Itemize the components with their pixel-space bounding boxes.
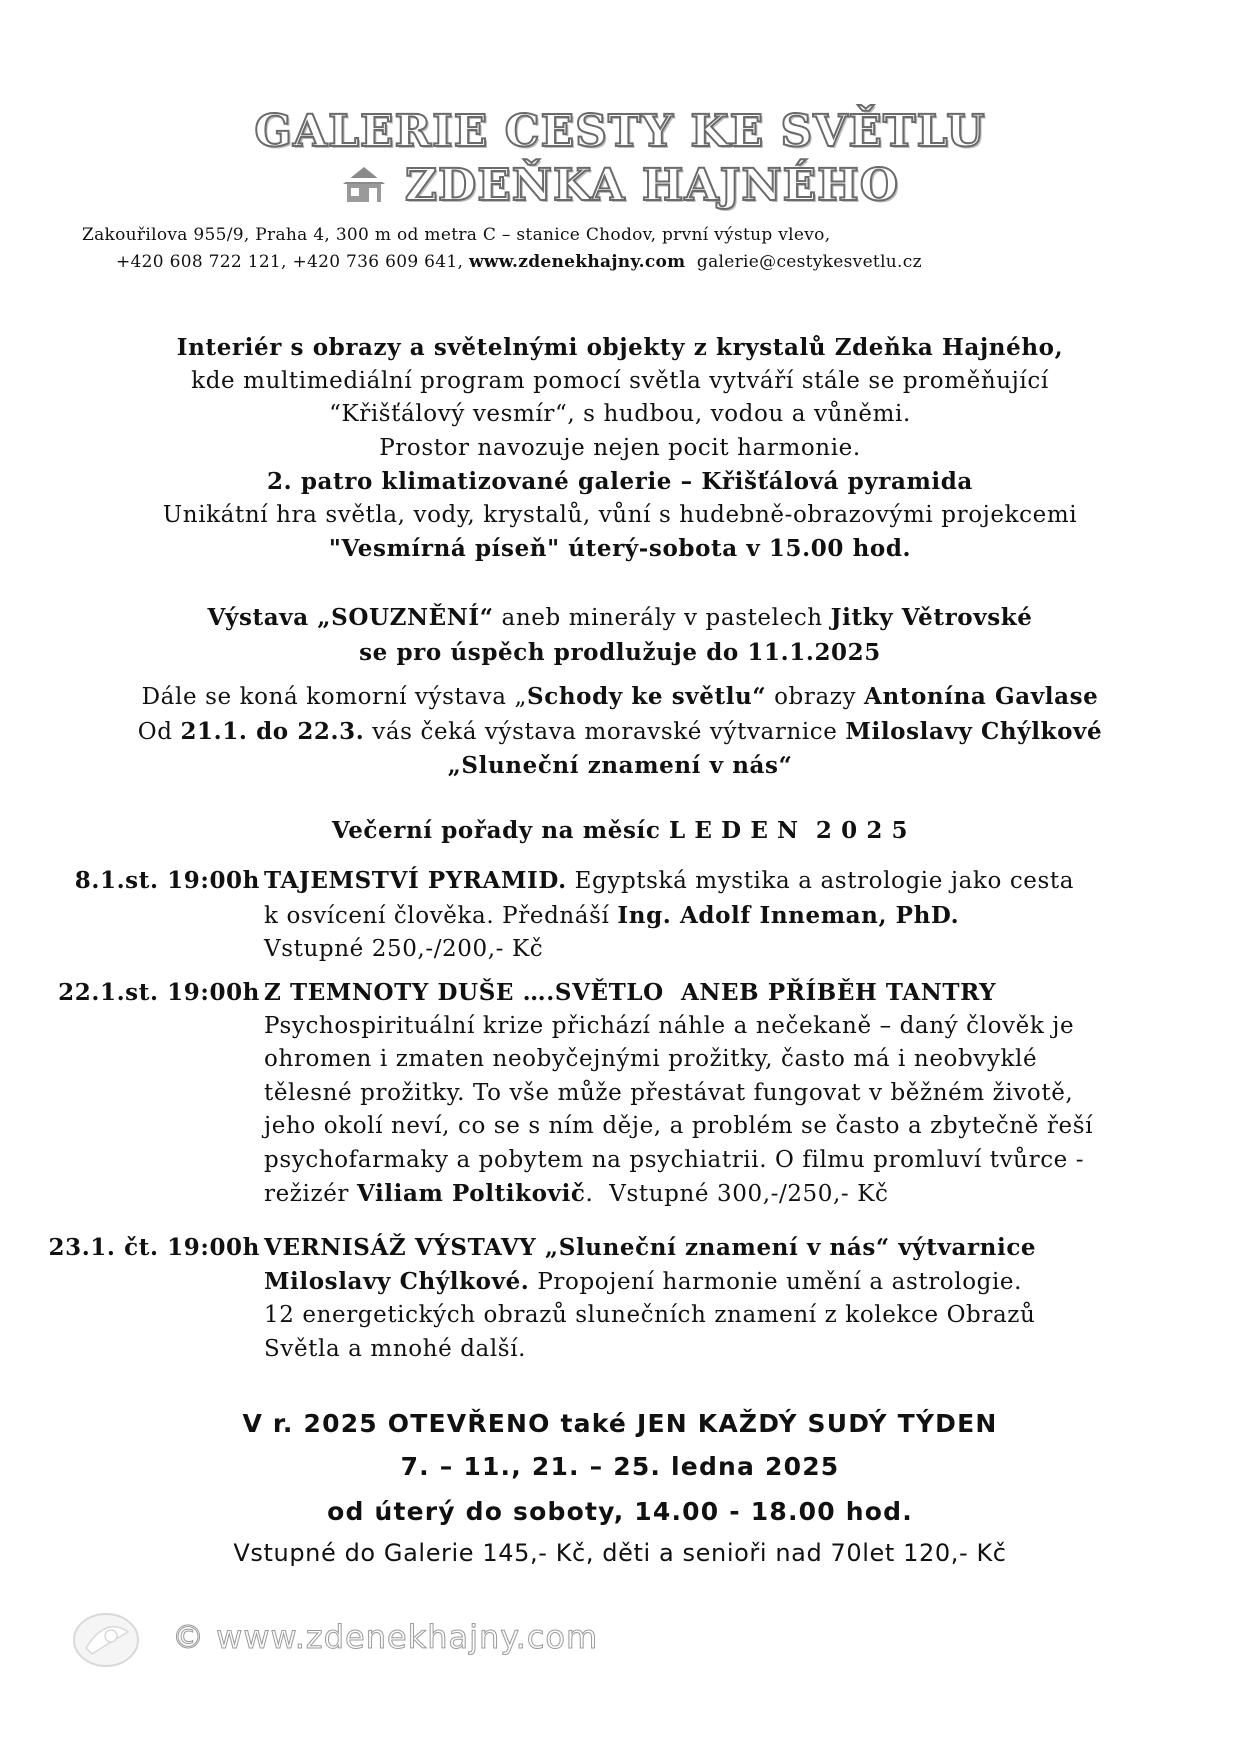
gallery-title-line1 <box>0 106 1240 157</box>
event-body <box>264 1231 1204 1366</box>
event-line: jeho okolí neví, co se s ním děje, a problém se často a zbytečně řeší <box>264 1113 1094 1139</box>
event-artist: Miloslavy Chýlkové. <box>264 1267 530 1295</box>
event-date: 23.1. čt. 19:00h <box>48 1234 260 1261</box>
event-text: k osvícení člověka. Přednáší <box>264 902 618 929</box>
exhibition-artist: Jitky Větrovské <box>830 604 1033 631</box>
event-date: 22.1.st. 19:00h <box>58 979 260 1006</box>
opening-hours: od úterý do soboty, 14.00 - 18.00 hod. <box>327 1497 913 1526</box>
more-text: Antonína Gavlase <box>864 683 1099 710</box>
more-text: obrazy <box>766 684 864 710</box>
event-price: . Vstupné 300,-/250,- Kč <box>585 1181 889 1207</box>
event-line: 12 energetických obrazů slunečních znamení z kolekce Obrazů <box>264 1302 1036 1328</box>
event-body <box>264 864 1204 967</box>
event-line: psychofarmaky a pobytem na psychiatrii. O filmu promluví tvůrce - <box>264 1146 1085 1173</box>
exhibition-desc: aneb minerály v pastelech <box>493 605 831 631</box>
event-line <box>264 899 1204 934</box>
event-line <box>264 864 1204 899</box>
more-line <box>0 715 1240 750</box>
opening-dates: 7. – 11., 21. – 25. ledna 2025 <box>400 1452 840 1481</box>
more-text: vás čeká výstava moravské výtvarnice <box>364 718 846 745</box>
exhibition-name: Výstava „SOUZNĚNÍ“ <box>207 604 494 631</box>
website-link[interactable]: www.zdenekhajny.com <box>468 252 686 272</box>
intro-line: Interiér s obrazy a světelnými objekty z krystalů Zdeňka Hajného, <box>176 334 1064 361</box>
event-speaker: Viliam Poltikovič <box>356 1180 586 1207</box>
gallery-title-line2 <box>0 160 1240 211</box>
watermark-text: © www.zdenekhajny.com <box>172 1618 599 1656</box>
event-line: Psychospirituální krize přichází náhle a nečekaně – daný člověk je <box>264 1012 1075 1039</box>
email-link[interactable]: galerie@cestykesvetlu.cz <box>696 252 922 272</box>
event-body <box>264 976 1204 1212</box>
intro-block <box>0 331 1240 566</box>
more-line <box>0 680 1240 715</box>
opening-notice: V r. 2025 OTEVŘENO také JEN KAŽDÝ SUDÝ TÝDEN <box>242 1409 998 1438</box>
more-text: Od <box>137 718 181 745</box>
intro-line: “Křišťálový vesmír“, s hudbou, vodou a vůněmi. <box>329 401 911 427</box>
gallery-subtitle-text: ZDEŇKA HAJNÉHO <box>404 160 900 211</box>
more-text: Dále se koná komorní výstava „ <box>141 684 528 710</box>
more-exhibitions-block <box>0 680 1240 783</box>
event-date: 8.1.st. 19:00h <box>74 867 260 894</box>
exhibition-line <box>0 601 1240 636</box>
address-line: Zakouřilova 955/9, Praha 4, 300 m od metra C – stanice Chodov, první výstup vlevo, <box>82 225 831 245</box>
evening-programs-heading: Večerní pořady na měsíc L E D E N 2 0 2 5 <box>331 817 909 844</box>
exhibition-extension: se pro úspěch prodlužuje do 11.1.2025 <box>359 638 881 666</box>
event-speaker: Ing. Adolf Inneman, PhD. <box>617 901 960 929</box>
more-text: Miloslavy Chýlkové <box>845 717 1103 745</box>
event-text: Egyptská mystika a astrologie jako cesta <box>566 868 1075 894</box>
event-title: TAJEMSTVÍ PYRAMID. <box>264 867 567 894</box>
admission-prices: Vstupné do Galerie 145,- Kč, děti a senioři nad 70let 120,- Kč <box>233 1539 1007 1567</box>
intro-line: kde multimediální program pomocí světla vytváří stále se proměňující <box>191 367 1049 394</box>
intro-line: 2. patro klimatizované galerie – Křišťálová pyramida <box>267 468 973 495</box>
event-title: Z TEMNOTY DUŠE ….SVĚTLO ANEB PŘÍBĚH TANTRY <box>264 979 997 1006</box>
exhibition-block <box>0 601 1240 669</box>
event-line <box>264 1265 1204 1300</box>
house-logo-icon <box>341 164 387 204</box>
event-line: tělesné prožitky. To vše může přestávat fungovat v běžném životě, <box>264 1079 1074 1106</box>
event-line <box>264 1177 1204 1212</box>
event-line: Světla a mnohé další. <box>264 1335 527 1362</box>
gallery-title-text: GALERIE CESTY KE SVĚTLU <box>254 106 986 157</box>
event-text: Propojení harmonie umění a astrologie. <box>529 1268 1023 1295</box>
more-line: „Sluneční znamení v nás“ <box>447 752 793 779</box>
intro-line: Prostor navozuje nejen pocit harmonie. <box>379 434 861 461</box>
event-text: režizér <box>264 1181 357 1207</box>
intro-line: Unikátní hra světla, vody, krystalů, vůní s hudebně-obrazovými projekcemi <box>162 501 1078 528</box>
more-text: Schody ke světlu“ <box>527 683 767 710</box>
event-price: Vstupné 250,-/200,- Kč <box>264 936 544 962</box>
contact-line <box>116 252 1240 272</box>
intro-line: "Vesmírná píseň" úterý-sobota v 15.00 hod. <box>328 535 912 562</box>
event-title: VERNISÁŽ VÝSTAVY „Sluneční znamení v nás“ výtvarnice <box>264 1234 1037 1261</box>
phone-numbers: +420 608 722 121, +420 736 609 641, <box>116 252 464 272</box>
event-line: ohromen i zmaten neobyčejnými prožitky, často má i neobvyklé <box>264 1046 1038 1072</box>
more-text: 21.1. do 22.3. <box>180 717 365 745</box>
